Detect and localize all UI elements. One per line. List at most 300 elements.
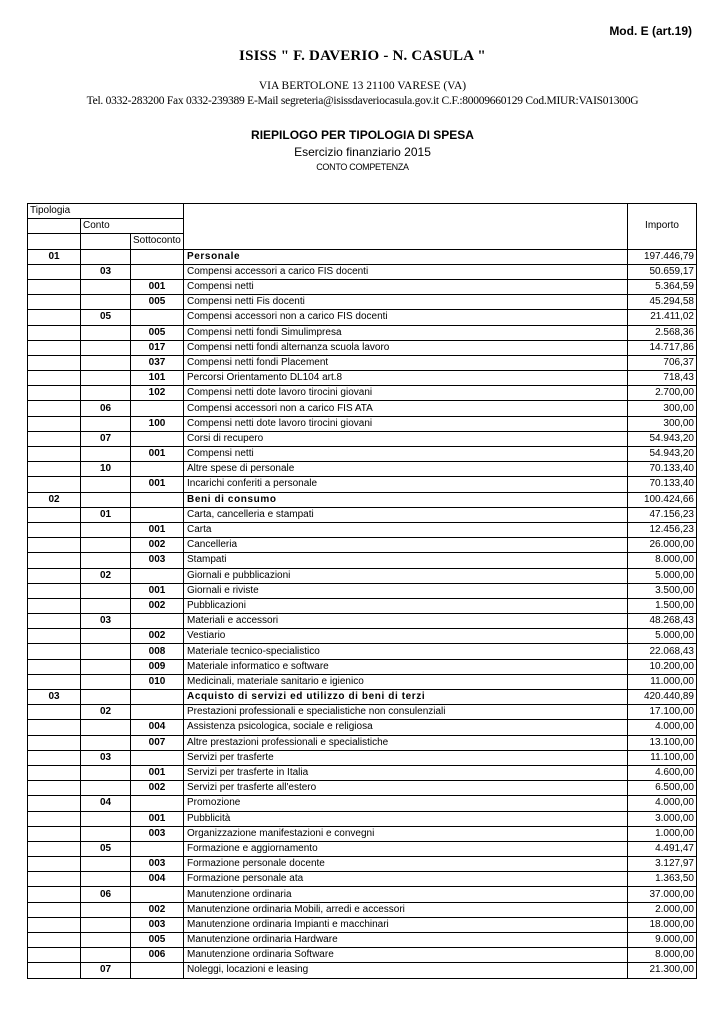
- cell-sottoconto: 010: [131, 674, 184, 689]
- cell-conto: [81, 826, 131, 841]
- cell-sottoconto: 101: [131, 371, 184, 386]
- table-row: [28, 492, 697, 507]
- cell-sottoconto: 005: [131, 933, 184, 948]
- cell-sottoconto: 003: [131, 826, 184, 841]
- table-row: [28, 553, 697, 568]
- table-row: [28, 522, 697, 537]
- cell-sottoconto: 102: [131, 386, 184, 401]
- cell-tipologia: [28, 917, 81, 932]
- cell-importo: 26.000,00: [628, 538, 697, 553]
- cell-conto: [81, 522, 131, 537]
- cell-conto: [81, 538, 131, 553]
- cell-conto: 03: [81, 264, 131, 279]
- cell-conto: [81, 735, 131, 750]
- cell-descrizione: Personale: [184, 249, 628, 264]
- cell-conto: [81, 279, 131, 294]
- cell-sottoconto: 001: [131, 765, 184, 780]
- cell-tipologia: [28, 416, 81, 431]
- cell-descrizione: Compensi netti: [184, 279, 628, 294]
- cell-importo: 300,00: [628, 401, 697, 416]
- cell-importo: 14.717,86: [628, 340, 697, 355]
- cell-sottoconto: [131, 507, 184, 522]
- table-row: [28, 295, 697, 310]
- table-row: [28, 462, 697, 477]
- cell-descrizione: Stampati: [184, 553, 628, 568]
- cell-tipologia: [28, 477, 81, 492]
- cell-descrizione: Compensi netti Fis docenti: [184, 295, 628, 310]
- cell-descrizione: Compensi netti fondi Placement: [184, 355, 628, 370]
- school-name: ISISS " F. DAVERIO - N. CASULA ": [239, 48, 486, 64]
- cell-descrizione: Acquisto di servizi ed utilizzo di beni di terzi: [184, 690, 628, 705]
- cell-tipologia: [28, 447, 81, 462]
- cell-sottoconto: 002: [131, 598, 184, 613]
- cell-sottoconto: 006: [131, 948, 184, 963]
- cell-importo: 420.440,89: [628, 690, 697, 705]
- table-row: [28, 279, 697, 294]
- cell-sottoconto: 002: [131, 538, 184, 553]
- table-row: [28, 705, 697, 720]
- cell-conto: 10: [81, 462, 131, 477]
- cell-sottoconto: [131, 750, 184, 765]
- table-row: [28, 841, 697, 856]
- cell-importo: 8.000,00: [628, 553, 697, 568]
- cell-tipologia: [28, 750, 81, 765]
- cell-descrizione: Organizzazione manifestazioni e convegni: [184, 826, 628, 841]
- report-title: RIEPILOGO PER TIPOLOGIA DI SPESA: [251, 128, 474, 142]
- cell-conto: 06: [81, 401, 131, 416]
- school-address: VIA BERTOLONE 13 21100 VARESE (VA): [258, 80, 467, 92]
- cell-importo: 5.000,00: [628, 568, 697, 583]
- cell-sottoconto: [131, 887, 184, 902]
- cell-sottoconto: 003: [131, 857, 184, 872]
- cell-sottoconto: 037: [131, 355, 184, 370]
- table-row: [28, 477, 697, 492]
- cell-descrizione: Compensi netti: [184, 447, 628, 462]
- cell-conto: [81, 386, 131, 401]
- cell-sottoconto: [131, 310, 184, 325]
- table-row: [28, 796, 697, 811]
- cell-sottoconto: 007: [131, 735, 184, 750]
- cell-importo: 1.000,00: [628, 826, 697, 841]
- cell-conto: [81, 933, 131, 948]
- cell-descrizione: Giornali e riviste: [184, 583, 628, 598]
- cell-tipologia: [28, 811, 81, 826]
- cell-conto: [81, 340, 131, 355]
- cell-tipologia: [28, 781, 81, 796]
- cell-importo: 21.300,00: [628, 963, 697, 978]
- header-row-tipologia: [28, 204, 697, 219]
- table-row: [28, 720, 697, 735]
- table-row: [28, 674, 697, 689]
- cell-descrizione: Percorsi Orientamento DL104 art.8: [184, 371, 628, 386]
- cell-tipologia: [28, 796, 81, 811]
- header-blank: [28, 219, 81, 234]
- expense-summary-table: [27, 203, 697, 979]
- cell-tipologia: [28, 720, 81, 735]
- cell-sottoconto: [131, 492, 184, 507]
- school-contacts: Tel. 0332-283200 Fax 0332-239389 E-Mail segreteria@isissdaveriocasula.gov.it C.F.:80009660129 Cod.MIUR:VAIS01300G: [86, 95, 639, 107]
- cell-importo: 197.446,79: [628, 249, 697, 264]
- cell-conto: [81, 371, 131, 386]
- cell-importo: 17.100,00: [628, 705, 697, 720]
- table-row: [28, 310, 697, 325]
- cell-descrizione: Servizi per trasferte all'estero: [184, 781, 628, 796]
- cell-sottoconto: [131, 705, 184, 720]
- cell-sottoconto: [131, 796, 184, 811]
- cell-tipologia: [28, 310, 81, 325]
- cell-descrizione: Servizi per trasferte: [184, 750, 628, 765]
- cell-importo: 1.363,50: [628, 872, 697, 887]
- table-row: [28, 447, 697, 462]
- cell-importo: 3.127,97: [628, 857, 697, 872]
- cell-conto: [81, 416, 131, 431]
- cell-importo: 70.133,40: [628, 462, 697, 477]
- table-row: [28, 963, 697, 978]
- cell-conto: [81, 492, 131, 507]
- cell-descrizione: Altre spese di personale: [184, 462, 628, 477]
- table-row: [28, 902, 697, 917]
- cell-importo: 4.000,00: [628, 720, 697, 735]
- cell-descrizione: Assistenza psicologica, sociale e religiosa: [184, 720, 628, 735]
- cell-tipologia: [28, 598, 81, 613]
- cell-sottoconto: 001: [131, 279, 184, 294]
- cell-descrizione: Formazione e aggiornamento: [184, 841, 628, 856]
- report-subtitle: Esercizio finanziario 2015: [294, 145, 431, 159]
- cell-importo: 54.943,20: [628, 447, 697, 462]
- model-label: Mod. E (art.19): [609, 24, 692, 38]
- cell-importo: 37.000,00: [628, 887, 697, 902]
- cell-sottoconto: 009: [131, 659, 184, 674]
- cell-importo: 48.268,43: [628, 614, 697, 629]
- cell-conto: [81, 325, 131, 340]
- cell-descrizione: Manutenzione ordinaria Mobili, arredi e accessori: [184, 902, 628, 917]
- cell-conto: 03: [81, 614, 131, 629]
- table-row: [28, 933, 697, 948]
- cell-conto: [81, 659, 131, 674]
- cell-descrizione: Prestazioni professionali e specialistiche non consulenziali: [184, 705, 628, 720]
- table-row: [28, 735, 697, 750]
- cell-tipologia: [28, 462, 81, 477]
- cell-descrizione: Materiale informatico e software: [184, 659, 628, 674]
- cell-sottoconto: 004: [131, 720, 184, 735]
- table-row: [28, 948, 697, 963]
- cell-sottoconto: 003: [131, 917, 184, 932]
- cell-tipologia: [28, 264, 81, 279]
- cell-sottoconto: 001: [131, 583, 184, 598]
- cell-conto: 06: [81, 887, 131, 902]
- cell-conto: [81, 644, 131, 659]
- table-row: [28, 340, 697, 355]
- cell-importo: 47.156,23: [628, 507, 697, 522]
- header-blank: [28, 234, 81, 249]
- cell-tipologia: [28, 355, 81, 370]
- cell-tipologia: [28, 386, 81, 401]
- cell-tipologia: [28, 295, 81, 310]
- cell-descrizione: Manutenzione ordinaria Impianti e macchinari: [184, 917, 628, 932]
- cell-descrizione: Manutenzione ordinaria Software: [184, 948, 628, 963]
- table-row: [28, 887, 697, 902]
- table-row: [28, 538, 697, 553]
- table-row: [28, 781, 697, 796]
- cell-importo: 12.456,23: [628, 522, 697, 537]
- cell-importo: 3.500,00: [628, 583, 697, 598]
- cell-sottoconto: [131, 401, 184, 416]
- table-row: [28, 249, 697, 264]
- cell-tipologia: [28, 659, 81, 674]
- cell-importo: 5.364,59: [628, 279, 697, 294]
- cell-tipologia: [28, 401, 81, 416]
- cell-sottoconto: 004: [131, 872, 184, 887]
- cell-sottoconto: [131, 963, 184, 978]
- cell-importo: 18.000,00: [628, 917, 697, 932]
- cell-sottoconto: 003: [131, 553, 184, 568]
- cell-importo: 22.068,43: [628, 644, 697, 659]
- cell-descrizione: Compensi accessori non a carico FIS ATA: [184, 401, 628, 416]
- cell-sottoconto: 002: [131, 781, 184, 796]
- cell-descrizione: Promozione: [184, 796, 628, 811]
- cell-conto: [81, 872, 131, 887]
- cell-descrizione: Corsi di recupero: [184, 431, 628, 446]
- table-row: [28, 583, 697, 598]
- header-description-blank: [184, 204, 628, 250]
- cell-sottoconto: 001: [131, 447, 184, 462]
- cell-conto: 07: [81, 963, 131, 978]
- cell-descrizione: Altre prestazioni professionali e specialistiche: [184, 735, 628, 750]
- table-row: [28, 690, 697, 705]
- cell-importo: 10.200,00: [628, 659, 697, 674]
- table-row: [28, 811, 697, 826]
- cell-tipologia: 02: [28, 492, 81, 507]
- cell-conto: [81, 355, 131, 370]
- cell-descrizione: Compensi netti dote lavoro tirocini giovani: [184, 386, 628, 401]
- table-row: [28, 598, 697, 613]
- cell-importo: 2.000,00: [628, 902, 697, 917]
- cell-sottoconto: [131, 264, 184, 279]
- cell-descrizione: Giornali e pubblicazioni: [184, 568, 628, 583]
- cell-sottoconto: 002: [131, 902, 184, 917]
- cell-conto: [81, 583, 131, 598]
- cell-conto: [81, 553, 131, 568]
- cell-tipologia: [28, 705, 81, 720]
- cell-conto: [81, 917, 131, 932]
- cell-descrizione: Formazione personale docente: [184, 857, 628, 872]
- cell-importo: 2.700,00: [628, 386, 697, 401]
- cell-tipologia: [28, 826, 81, 841]
- cell-conto: [81, 598, 131, 613]
- header-importo: Importo: [628, 204, 697, 250]
- cell-tipologia: [28, 644, 81, 659]
- cell-tipologia: [28, 872, 81, 887]
- table-row: [28, 416, 697, 431]
- cell-descrizione: Pubblicazioni: [184, 598, 628, 613]
- cell-importo: 70.133,40: [628, 477, 697, 492]
- cell-sottoconto: [131, 841, 184, 856]
- cell-importo: 5.000,00: [628, 629, 697, 644]
- cell-tipologia: [28, 629, 81, 644]
- cell-sottoconto: [131, 690, 184, 705]
- cell-descrizione: Carta: [184, 522, 628, 537]
- cell-sottoconto: [131, 249, 184, 264]
- table-row: [28, 659, 697, 674]
- cell-importo: 300,00: [628, 416, 697, 431]
- cell-importo: 54.943,20: [628, 431, 697, 446]
- cell-tipologia: [28, 963, 81, 978]
- cell-tipologia: [28, 522, 81, 537]
- table-row: [28, 765, 697, 780]
- cell-tipologia: [28, 948, 81, 963]
- table-row: [28, 355, 697, 370]
- cell-descrizione: Compensi accessori non a carico FIS docenti: [184, 310, 628, 325]
- cell-importo: 718,43: [628, 371, 697, 386]
- cell-descrizione: Beni di consumo: [184, 492, 628, 507]
- cell-descrizione: Materiale tecnico-specialistico: [184, 644, 628, 659]
- cell-sottoconto: 001: [131, 477, 184, 492]
- table-row: [28, 386, 697, 401]
- cell-tipologia: [28, 538, 81, 553]
- cell-sottoconto: [131, 568, 184, 583]
- cell-conto: 05: [81, 310, 131, 325]
- cell-importo: 4.600,00: [628, 765, 697, 780]
- cell-importo: 45.294,58: [628, 295, 697, 310]
- cell-descrizione: Pubblicità: [184, 811, 628, 826]
- table-row: [28, 507, 697, 522]
- table-row: [28, 826, 697, 841]
- cell-sottoconto: 001: [131, 811, 184, 826]
- cell-conto: [81, 720, 131, 735]
- cell-tipologia: [28, 583, 81, 598]
- cell-tipologia: [28, 325, 81, 340]
- cell-descrizione: Compensi netti fondi alternanza scuola lavoro: [184, 340, 628, 355]
- cell-descrizione: Materiali e accessori: [184, 614, 628, 629]
- cell-tipologia: 03: [28, 690, 81, 705]
- cell-tipologia: [28, 857, 81, 872]
- cell-conto: 01: [81, 507, 131, 522]
- cell-conto: [81, 447, 131, 462]
- cell-descrizione: Noleggi, locazioni e leasing: [184, 963, 628, 978]
- cell-importo: 21.411,02: [628, 310, 697, 325]
- cell-importo: 8.000,00: [628, 948, 697, 963]
- cell-importo: 13.100,00: [628, 735, 697, 750]
- cell-descrizione: Manutenzione ordinaria Hardware: [184, 933, 628, 948]
- cell-sottoconto: 005: [131, 295, 184, 310]
- cell-conto: 04: [81, 796, 131, 811]
- cell-conto: [81, 811, 131, 826]
- cell-tipologia: [28, 568, 81, 583]
- cell-tipologia: [28, 841, 81, 856]
- cell-tipologia: [28, 431, 81, 446]
- table-row: [28, 325, 697, 340]
- table-row: [28, 644, 697, 659]
- cell-conto: [81, 690, 131, 705]
- header-conto: Conto: [81, 219, 184, 234]
- cell-conto: [81, 765, 131, 780]
- cell-descrizione: Formazione personale ata: [184, 872, 628, 887]
- cell-conto: [81, 477, 131, 492]
- cell-conto: [81, 629, 131, 644]
- cell-importo: 706,37: [628, 355, 697, 370]
- cell-descrizione: Compensi netti dote lavoro tirocini giovani: [184, 416, 628, 431]
- cell-tipologia: [28, 279, 81, 294]
- cell-descrizione: Cancelleria: [184, 538, 628, 553]
- cell-tipologia: [28, 614, 81, 629]
- cell-tipologia: [28, 765, 81, 780]
- cell-importo: 50.659,17: [628, 264, 697, 279]
- cell-tipologia: [28, 553, 81, 568]
- cell-conto: [81, 674, 131, 689]
- cell-conto: [81, 902, 131, 917]
- cell-conto: [81, 948, 131, 963]
- header-sottoconto: Sottoconto: [131, 234, 184, 249]
- table-row: [28, 872, 697, 887]
- cell-importo: 11.000,00: [628, 674, 697, 689]
- cell-conto: 07: [81, 431, 131, 446]
- account-type: CONTO COMPETENZA: [316, 162, 409, 172]
- table-row: [28, 629, 697, 644]
- cell-tipologia: [28, 933, 81, 948]
- table-row: [28, 750, 697, 765]
- cell-conto: [81, 781, 131, 796]
- cell-tipologia: [28, 371, 81, 386]
- table-row: [28, 431, 697, 446]
- header-blank: [81, 234, 131, 249]
- cell-importo: 3.000,00: [628, 811, 697, 826]
- cell-sottoconto: 017: [131, 340, 184, 355]
- cell-descrizione: Carta, cancelleria e stampati: [184, 507, 628, 522]
- cell-tipologia: [28, 507, 81, 522]
- cell-tipologia: [28, 340, 81, 355]
- cell-sottoconto: 100: [131, 416, 184, 431]
- cell-importo: 6.500,00: [628, 781, 697, 796]
- cell-importo: 11.100,00: [628, 750, 697, 765]
- cell-descrizione: Medicinali, materiale sanitario e igienico: [184, 674, 628, 689]
- table-row: [28, 917, 697, 932]
- cell-descrizione: Compensi netti fondi Simulimpresa: [184, 325, 628, 340]
- cell-importo: 4.491,47: [628, 841, 697, 856]
- cell-sottoconto: 008: [131, 644, 184, 659]
- table-row: [28, 857, 697, 872]
- cell-importo: 2.568,36: [628, 325, 697, 340]
- cell-importo: 9.000,00: [628, 933, 697, 948]
- cell-importo: 1.500,00: [628, 598, 697, 613]
- table-row: [28, 614, 697, 629]
- cell-sottoconto: 002: [131, 629, 184, 644]
- table-row: [28, 568, 697, 583]
- table-row: [28, 371, 697, 386]
- cell-descrizione: Compensi accessori a carico FIS docenti: [184, 264, 628, 279]
- cell-tipologia: 01: [28, 249, 81, 264]
- cell-sottoconto: 001: [131, 522, 184, 537]
- cell-importo: 100.424,66: [628, 492, 697, 507]
- cell-descrizione: Incarichi conferiti a personale: [184, 477, 628, 492]
- cell-conto: [81, 249, 131, 264]
- cell-conto: 05: [81, 841, 131, 856]
- table-row: [28, 401, 697, 416]
- cell-conto: [81, 857, 131, 872]
- cell-descrizione: Manutenzione ordinaria: [184, 887, 628, 902]
- cell-conto: 02: [81, 705, 131, 720]
- cell-tipologia: [28, 735, 81, 750]
- cell-tipologia: [28, 902, 81, 917]
- cell-descrizione: Servizi per trasferte in Italia: [184, 765, 628, 780]
- cell-sottoconto: [131, 431, 184, 446]
- cell-tipologia: [28, 674, 81, 689]
- header-tipologia: Tipologia: [28, 204, 184, 219]
- cell-conto: 03: [81, 750, 131, 765]
- cell-sottoconto: [131, 462, 184, 477]
- cell-sottoconto: [131, 614, 184, 629]
- table-row: [28, 264, 697, 279]
- cell-descrizione: Vestiario: [184, 629, 628, 644]
